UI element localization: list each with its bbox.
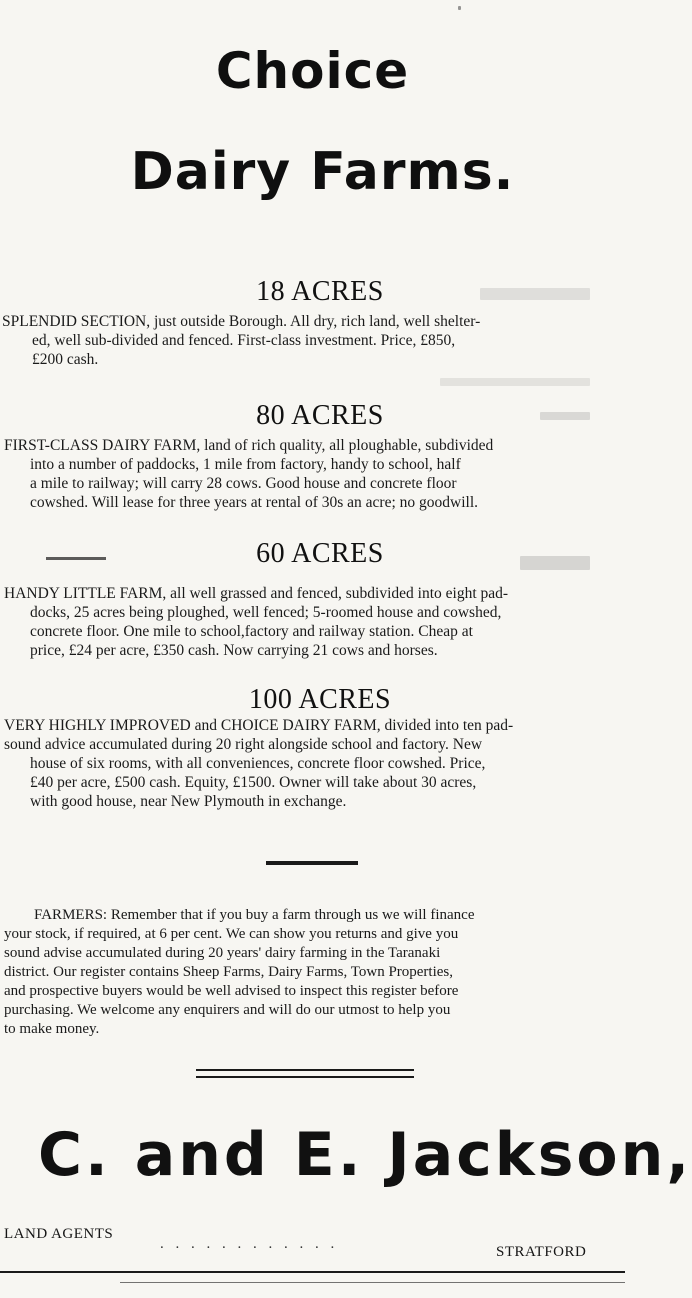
print-speck <box>458 6 461 10</box>
listing-title-60-acres: 60 ACRES <box>256 538 384 569</box>
listing-line: price, £24 per acre, £350 cash. Now carrying 21 cows and horses. <box>30 642 438 659</box>
listing-line: concrete floor. One mile to school,factory and railway station. Cheap at <box>30 623 473 640</box>
print-speck <box>440 378 590 386</box>
notice-line: to make money. <box>4 1021 100 1037</box>
double-rule-top <box>196 1069 414 1071</box>
listing-title-18-acres: 18 ACRES <box>256 276 384 307</box>
listing-body-100-acres <box>4 716 513 811</box>
footer-stratford: STRATFORD <box>496 1244 587 1260</box>
notice-line: sound advise accumulated during 20 years' dairy farming in the Taranaki <box>4 945 441 961</box>
headline-choice: Choice <box>215 42 410 100</box>
footer-land-agents: LAND AGENTS <box>4 1226 114 1242</box>
double-rule-bottom <box>196 1076 414 1078</box>
bottom-rule-faint <box>120 1282 625 1283</box>
print-speck <box>540 412 590 420</box>
listing-line: HANDY LITTLE FARM, all well grassed and fenced, subdivided into eight pad- <box>4 585 509 602</box>
listing-line: FIRST-CLASS DAIRY FARM, land of rich quality, all ploughable, subdivided <box>4 437 494 454</box>
listing-body-60-acres <box>4 584 508 660</box>
listing-title-100-acres: 100 ACRES <box>248 684 392 715</box>
listing-line: SPLENDID SECTION, just outside Borough. All dry, rich land, well shelter- <box>2 313 481 330</box>
bottom-rule <box>0 1271 625 1273</box>
listing-body-18-acres <box>2 312 480 369</box>
listing-line: docks, 25 acres being ploughed, well fenced; 5-roomed house and cowshed, <box>30 604 502 621</box>
listing-line: with good house, near New Plymouth in exchange. <box>30 793 347 810</box>
listing-line: a mile to railway; will carry 28 cows. Good house and concrete floor <box>30 475 457 492</box>
agency-signature: C. and E. Jackson, <box>38 1120 692 1190</box>
farmers-notice <box>4 906 474 1039</box>
listing-line: VERY HIGHLY IMPROVED and CHOICE DAIRY FARM, divided into ten pad- <box>4 717 514 734</box>
headline-dairy-farms: Dairy Farms. <box>130 142 515 202</box>
listing-title-80-acres: 80 ACRES <box>256 400 384 431</box>
section-divider <box>266 861 358 865</box>
notice-line: your stock, if required, at 6 per cent. We can show you returns and give you <box>4 926 459 942</box>
listing-line: £40 per acre, £500 cash. Equity, £1500. Owner will take about 30 acres, <box>30 774 477 791</box>
footer-leader-dots: . . . . . . . . . . . . <box>160 1236 339 1252</box>
listing-body-80-acres <box>4 436 493 512</box>
listing-line: into a number of paddocks, 1 mile from factory, handy to school, half <box>30 456 461 473</box>
print-speck <box>520 556 590 570</box>
notice-line: purchasing. We welcome any enquirers and will do our utmost to help you <box>4 1002 451 1018</box>
notice-line: and prospective buyers would be well advised to inspect this register before <box>4 983 459 999</box>
listing-line: £200 cash. <box>32 351 99 368</box>
listing-line: sound advice accumulated during 20 right alongside school and factory. New <box>4 736 483 753</box>
listing-line: ed, well sub-divided and fenced. First-class investment. Price, £850, <box>32 332 456 349</box>
listing-line: house of six rooms, with all conveniences, concrete floor cowshed. Price, <box>30 755 486 772</box>
listing-line: cowshed. Will lease for three years at rental of 30s an acre; no goodwill. <box>30 494 479 511</box>
print-speck <box>480 288 590 300</box>
notice-line: district. Our register contains Sheep Farms, Dairy Farms, Town Properties, <box>4 964 454 980</box>
notice-line: FARMERS: Remember that if you buy a farm through us we will finance <box>34 907 475 923</box>
